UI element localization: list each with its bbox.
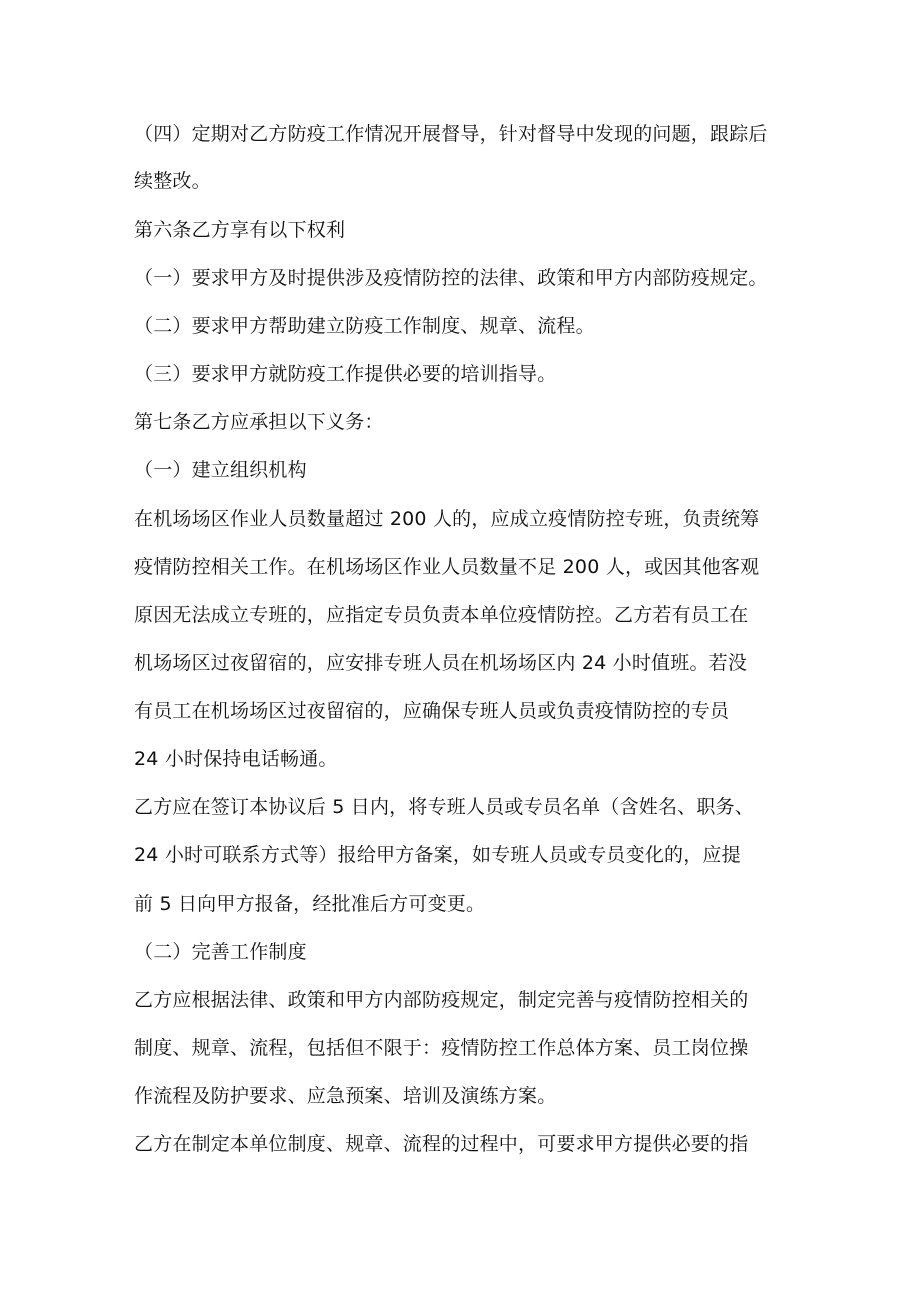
text-line: 在机场场区作业人员数量超过 200 人的，应成立疫情防控专班，负责统筹 (134, 508, 760, 530)
text-line: 24 小时保持电话畅通。 (134, 748, 338, 770)
text-line: 制度、规章、流程，包括但不限于：疫情防控工作总体方案、员工岗位操 (134, 1037, 749, 1059)
text-line: 续整改。 (134, 170, 211, 192)
text-line: 乙方在制定本单位制度、规章、流程的过程中，可要求甲方提供必要的指 (134, 1133, 749, 1155)
text-line: 作流程及防护要求、应急预案、培训及演练方案。 (134, 1085, 557, 1107)
text-line: （二）要求甲方帮助建立防疫工作制度、规章、流程。 (134, 315, 595, 337)
text-line: 前 5 日向甲方报备，经批准后方可变更。 (134, 893, 486, 915)
text-line: 疫情防控相关工作。在机场场区作业人员数量不足 200 人，或因其他客观 (134, 556, 760, 578)
text-line: 机场场区过夜留宿的，应安排专班人员在机场场区内 24 小时值班。若没 (134, 652, 748, 674)
text-line: 乙方应在签订本协议后 5 日内，将专班人员或专员名单（含姓名、职务、 (134, 796, 754, 818)
text-line: （四）定期对乙方防疫工作情况开展督导，针对督导中发现的问题，跟踪后 (134, 123, 768, 145)
text-line: 原因无法成立专班的，应指定专员负责本单位疫情防控。乙方若有员工在 (134, 604, 749, 626)
section-heading: 第七条乙方应承担以下义务： (134, 411, 384, 433)
section-heading: 第六条乙方享有以下权利 (134, 219, 346, 241)
subsection-heading: （一）建立组织机构 (134, 459, 307, 481)
subsection-heading: （二）完善工作制度 (134, 941, 307, 963)
text-line: 24 小时可联系方式等）报给甲方备案，如专班人员或专员变化的，应提 (134, 844, 741, 866)
text-line: 乙方应根据法律、政策和甲方内部防疫规定，制定完善与疫情防控相关的 (134, 989, 749, 1011)
text-line: 有员工在机场场区过夜留宿的，应确保专班人员或负责疫情防控的专员 (134, 700, 730, 722)
text-line: （一）要求甲方及时提供涉及疫情防控的法律、政策和甲方内部防疫规定。 (134, 267, 768, 289)
text-line: （三）要求甲方就防疫工作提供必要的培训指导。 (134, 363, 557, 385)
